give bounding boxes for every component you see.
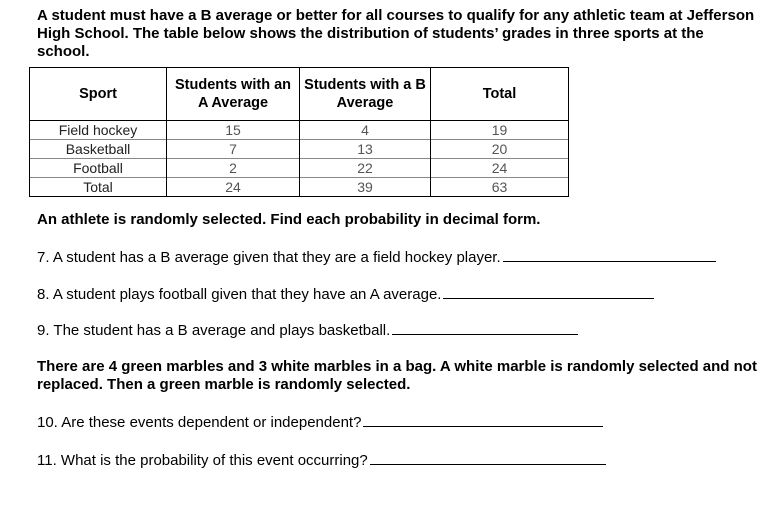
question-7-text: 7. A student has a B average given that they are a field hockey player. xyxy=(37,249,501,266)
cell-a: 2 xyxy=(167,159,300,178)
answer-blank-10[interactable] xyxy=(363,413,603,427)
cell-total: 19 xyxy=(431,121,569,140)
answer-blank-8[interactable] xyxy=(443,285,654,299)
question-8-text: 8. A student plays football given that they have an A average. xyxy=(37,286,442,303)
table-row xyxy=(30,140,569,159)
question-8 xyxy=(37,285,654,304)
question-9-text: 9. The student has a B average and plays basketball. xyxy=(37,322,391,339)
header-total: Total xyxy=(431,68,569,121)
question-11 xyxy=(37,451,606,470)
cell-a: 7 xyxy=(167,140,300,159)
cell-sport: Total xyxy=(30,178,167,197)
header-sport: Sport xyxy=(30,68,167,121)
question-11-text: 11. What is the probability of this event occurring? xyxy=(37,452,368,469)
table-header-row xyxy=(30,68,569,121)
cell-sport: Field hockey xyxy=(30,121,167,140)
intro-paragraph: A student must have a B average or better for all courses to qualify for any athletic team at Jefferson High School. The table below shows the distribution of students’ grades in three sports at the school. xyxy=(37,7,755,60)
grades-table xyxy=(29,67,569,197)
cell-a: 24 xyxy=(167,178,300,197)
answer-blank-9[interactable] xyxy=(392,321,578,335)
cell-total: 63 xyxy=(431,178,569,197)
cell-total: 24 xyxy=(431,159,569,178)
answer-blank-11[interactable] xyxy=(370,451,606,465)
cell-b: 13 xyxy=(300,140,431,159)
table-total-row xyxy=(30,178,569,197)
cell-total: 20 xyxy=(431,140,569,159)
answer-blank-7[interactable] xyxy=(503,248,716,262)
cell-a: 15 xyxy=(167,121,300,140)
question-9 xyxy=(37,321,578,340)
cell-sport: Basketball xyxy=(30,140,167,159)
table-row xyxy=(30,121,569,140)
question-7 xyxy=(37,248,716,267)
table-row xyxy=(30,159,569,178)
header-b-average: Students with a B Average xyxy=(300,68,431,121)
cell-b: 39 xyxy=(300,178,431,197)
section-heading-probability: An athlete is randomly selected. Find each probability in decimal form. xyxy=(37,211,541,228)
cell-sport: Football xyxy=(30,159,167,178)
section-heading-marbles: There are 4 green marbles and 3 white marbles in a bag. A white marble is randomly selected and not replaced. Then a green marble is randomly selected. xyxy=(37,358,757,393)
cell-b: 22 xyxy=(300,159,431,178)
question-10 xyxy=(37,413,603,432)
header-a-average: Students with an A Average xyxy=(167,68,300,121)
cell-b: 4 xyxy=(300,121,431,140)
question-10-text: 10. Are these events dependent or independent? xyxy=(37,414,362,431)
